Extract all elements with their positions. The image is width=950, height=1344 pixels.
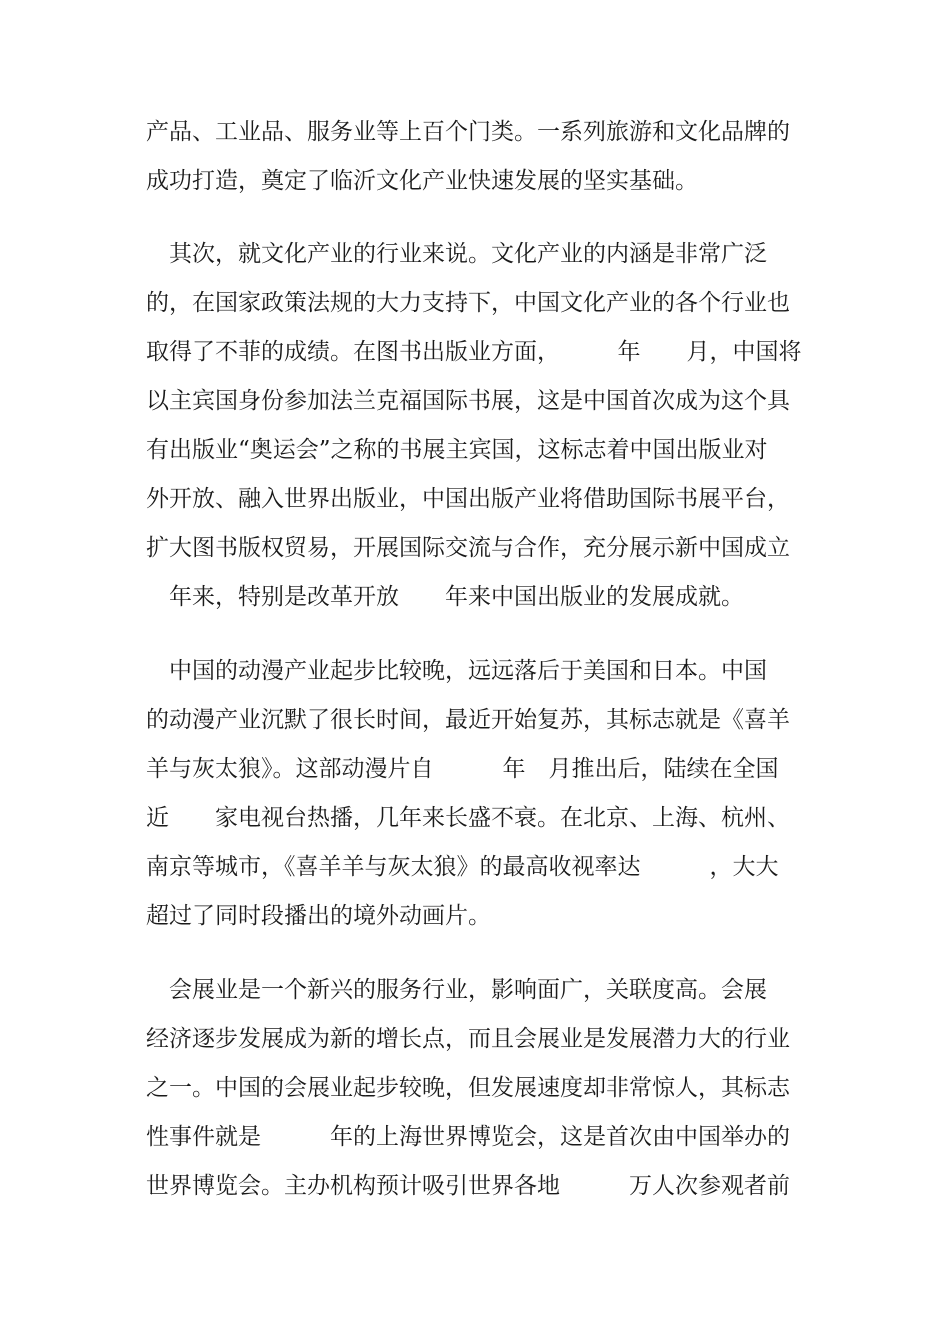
text-line: 南京等城市，《喜羊羊与灰太狼》的最高收视率达 ，大大 — [146, 854, 779, 880]
text-line: 其次，就文化产业的行业来说。文化产业的内涵是非常广泛 — [146, 241, 767, 267]
text-line: 产品、工业品、服务业等上百个门类。一系列旅游和文化品牌的 — [146, 119, 790, 145]
text-line: 经济逐步发展成为新的增长点，而且会展业是发展潜力大的行业 — [146, 1026, 790, 1052]
text-line: 取得了不菲的成绩。在图书出版业方面， 年 月，中国将 — [146, 339, 802, 365]
text-line: 中国的动漫产业起步比较晚，远远落后于美国和日本。中国 — [146, 658, 767, 684]
text-line: 近 家电视台热播，几年来长盛不衰。在北京、上海、杭州、 — [146, 805, 790, 831]
text-line: 的动漫产业沉默了很长时间，最近开始复苏，其标志就是《喜羊 — [146, 707, 790, 733]
text-line: 之一。中国的会展业起步较晚，但发展速度却非常惊人，其标志 — [146, 1075, 790, 1101]
text-line: 成功打造，奠定了临沂文化产业快速发展的坚实基础。 — [146, 168, 698, 194]
text-line: 世界博览会。主办机构预计吸引世界各地 万人次参观者前 — [146, 1173, 790, 1199]
text-line: 会展业是一个新兴的服务行业，影响面广，关联度高。会展 — [146, 977, 767, 1003]
text-line: 性事件就是 年的上海世界博览会，这是首次由中国举办的 — [146, 1124, 790, 1150]
text-line: 年来，特别是改革开放 年来中国出版业的发展成就。 — [146, 584, 744, 610]
text-line: 的，在国家政策法规的大力支持下，中国文化产业的各个行业也 — [146, 290, 790, 316]
text-line: 羊与灰太狼》。这部动漫片自 年 月推出后，陆续在全国 — [146, 756, 779, 782]
text-line: 有出版业“奥运会”之称的书展主宾国，这标志着中国出版业对 — [146, 437, 768, 463]
text-line: 外开放、融入世界出版业，中国出版产业将借助国际书展平台， — [146, 486, 790, 512]
text-line: 扩大图书版权贸易，开展国际交流与合作，充分展示新中国成立 — [146, 535, 790, 561]
text-line: 以主宾国身份参加法兰克福国际书展，这是中国首次成为这个具 — [146, 388, 790, 414]
text-line: 超过了同时段播出的境外动画片。 — [146, 903, 491, 929]
